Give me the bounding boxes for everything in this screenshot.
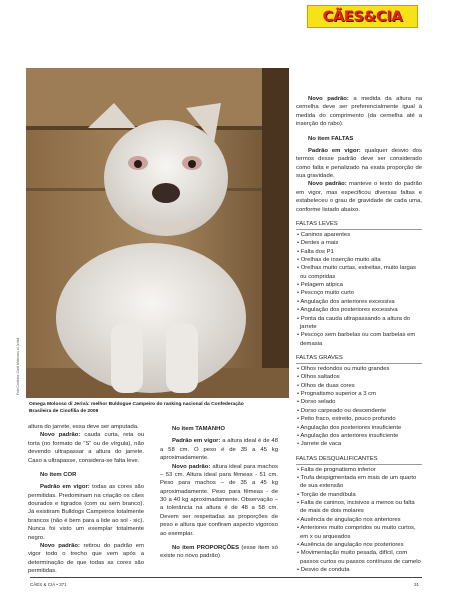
paragraph: Novo padrão: altura ideal para machos – 53 cm. Altura ideal para fêmeas - 51 cm. Peso para machos – de 35 a 45 kg aproximadamente. Peso para fêmeas - de 30 a 40 kg aproximadamente. Observação – a tolerância na altura é de 48 a 58 cm. Devem ser respeitadas as proporções de peso e altura que confiram aspecto vigoroso ao exemplar. bbox=[160, 463, 278, 537]
faltas-desqualificantes-heading: FALTAS DESQUALIFICANTES bbox=[296, 455, 422, 465]
paragraph: Novo padrão: cauda curta, reta ou torta (no formato de “S” ou de vírgula), não devendo ultrapassar a altura do jarrete. Caso a ultrapasse, considera-se falta leve. bbox=[28, 432, 145, 464]
paragraph: Novo padrão: retirou do padrão em vigor todo o trecho que vem após a determinação de que todas as cores são permitidas. bbox=[28, 542, 144, 574]
right-column bbox=[296, 95, 422, 574]
list-item: • Movimentação muito pesada, difícil, com passos curtos ou passos contínuos de camelo bbox=[296, 549, 422, 566]
list-item: • Trufa despigmentada em mais de um quarto de sua extensão bbox=[296, 474, 422, 491]
paragraph: Novo padrão: manteve o texto do padrão em vigor, mas especificou diversas faltas e estabeleceu o grau de gravidade de cada uma, conforme listado abaixo. bbox=[296, 181, 422, 213]
paragraph: Padrão em vigor: qualquer desvio dos termos desse padrão deve ser considerado como falta e penalizado na exata proporção de sua gravidade. bbox=[296, 147, 422, 179]
magazine-logo bbox=[307, 5, 418, 28]
bulldog-photo bbox=[26, 68, 289, 398]
paragraph: Padrão em vigor: a altura ideal é de 48 a 58 cm. O peso é de 35 a 45 kg aproximadamente. bbox=[160, 438, 278, 462]
list-item: • Dorso selado bbox=[296, 398, 422, 406]
caption-line-1: Omega Molosso di Jerivá: melhor Buldogue Campeiro do ranking nacional da Confederação bbox=[29, 402, 244, 407]
list-item: • Angulação dos anteriores insuficiente bbox=[296, 432, 422, 440]
list-item: • Orelhas muito curtas, estreitas, muito largas ou compridas bbox=[296, 264, 422, 281]
section-heading: No item TAMANHO bbox=[172, 426, 225, 432]
list-item: • Ausência de angulação nos anteriores bbox=[296, 516, 422, 524]
list-item: • Angulação dos anteriores excessiva bbox=[296, 298, 422, 306]
page-number: 31 bbox=[414, 582, 420, 587]
list-item: • Ausência de angulação nos posteriores bbox=[296, 541, 422, 549]
list-item: • Pelagem atípica bbox=[296, 281, 422, 289]
faltas-leves-heading: FALTAS LEVES bbox=[296, 220, 422, 230]
paragraph: No item PROPORÇÕES (esse item só existe no novo padrão) bbox=[160, 544, 278, 560]
magazine-logo-text: CÃES&CIA bbox=[322, 8, 403, 25]
list-item: • Prognatismo superior a 3 cm bbox=[296, 390, 422, 398]
list-item: • Olhos de duas cores bbox=[296, 382, 422, 390]
list-item: • Angulação dos posteriores excessiva bbox=[296, 306, 422, 314]
list-item: • Falta de prognatismo inferior bbox=[296, 466, 422, 474]
left-column bbox=[28, 423, 144, 575]
section-heading: No item COR bbox=[40, 471, 77, 478]
list-item: • Falta dos P1 bbox=[296, 248, 422, 256]
list-item: • Falta de caninos, incisivos a menos ou falta de mais de dois molares bbox=[296, 499, 422, 516]
list-item: • Olhos redondos ou muito grandes bbox=[296, 365, 422, 373]
caption-line-2: Brasileira de Cinofilia de 2009 bbox=[29, 408, 99, 414]
middle-column bbox=[160, 423, 278, 561]
footer-left: CÃES & CIA • 371 bbox=[30, 582, 67, 587]
list-item: • Ponta da cauda ultrapassando a altura do jarrete bbox=[296, 315, 422, 332]
photo-caption bbox=[29, 402, 291, 415]
list-item: • Dentes a mais bbox=[296, 239, 422, 247]
list-item: • Caninos aparentes bbox=[296, 231, 422, 239]
list-item: • Jarrete de vaca bbox=[296, 440, 422, 448]
list-item: • Dorso carpeado ou descendente bbox=[296, 407, 422, 415]
list-item: • Orelhas de inserção muito alta bbox=[296, 256, 422, 264]
paragraph: Novo padrão: a medida da altura na cernelha deve ser preferencialmente igual à medida do comprimento (da cernelha até a inserção do rabo). bbox=[296, 96, 422, 128]
list-item: • Olhos saltados bbox=[296, 373, 422, 381]
list-item: • Anteriores muito compridos ou muito curtos, em x ou arqueados bbox=[296, 524, 422, 541]
faltas-leves-list bbox=[296, 231, 422, 348]
list-item: • Peito fraco, estreito, pouco profundo bbox=[296, 415, 422, 423]
faltas-graves-list bbox=[296, 365, 422, 449]
list-item: • Desvio de conduta bbox=[296, 566, 422, 574]
paragraph: Padrão em vigor: todas as cores são permitidas. Predominam na criação os cães dourados e tigrados (com ou sem branco). Já existiram Bulldogs Campeiros totalmente brancos (não é bem para a lide ao sol - sic). Nunca foi visto um exemplar totalmente negro. bbox=[28, 484, 144, 541]
list-item: • Pescoço sem barbelas ou com barbelas em demasia bbox=[296, 331, 422, 348]
list-item: • Angulação dos posteriores insuficiente bbox=[296, 424, 422, 432]
list-item: • Torção de mandíbula bbox=[296, 491, 422, 499]
footer-divider bbox=[30, 577, 422, 578]
paragraph: altura do jarrete, essa deve ser amputada. bbox=[28, 424, 139, 430]
section-heading: No item FALTAS bbox=[308, 135, 354, 142]
faltas-desqualificantes-list bbox=[296, 466, 422, 575]
faltas-graves-heading: FALTAS GRAVES bbox=[296, 354, 422, 364]
list-item: • Pescoço muito curto bbox=[296, 289, 422, 297]
